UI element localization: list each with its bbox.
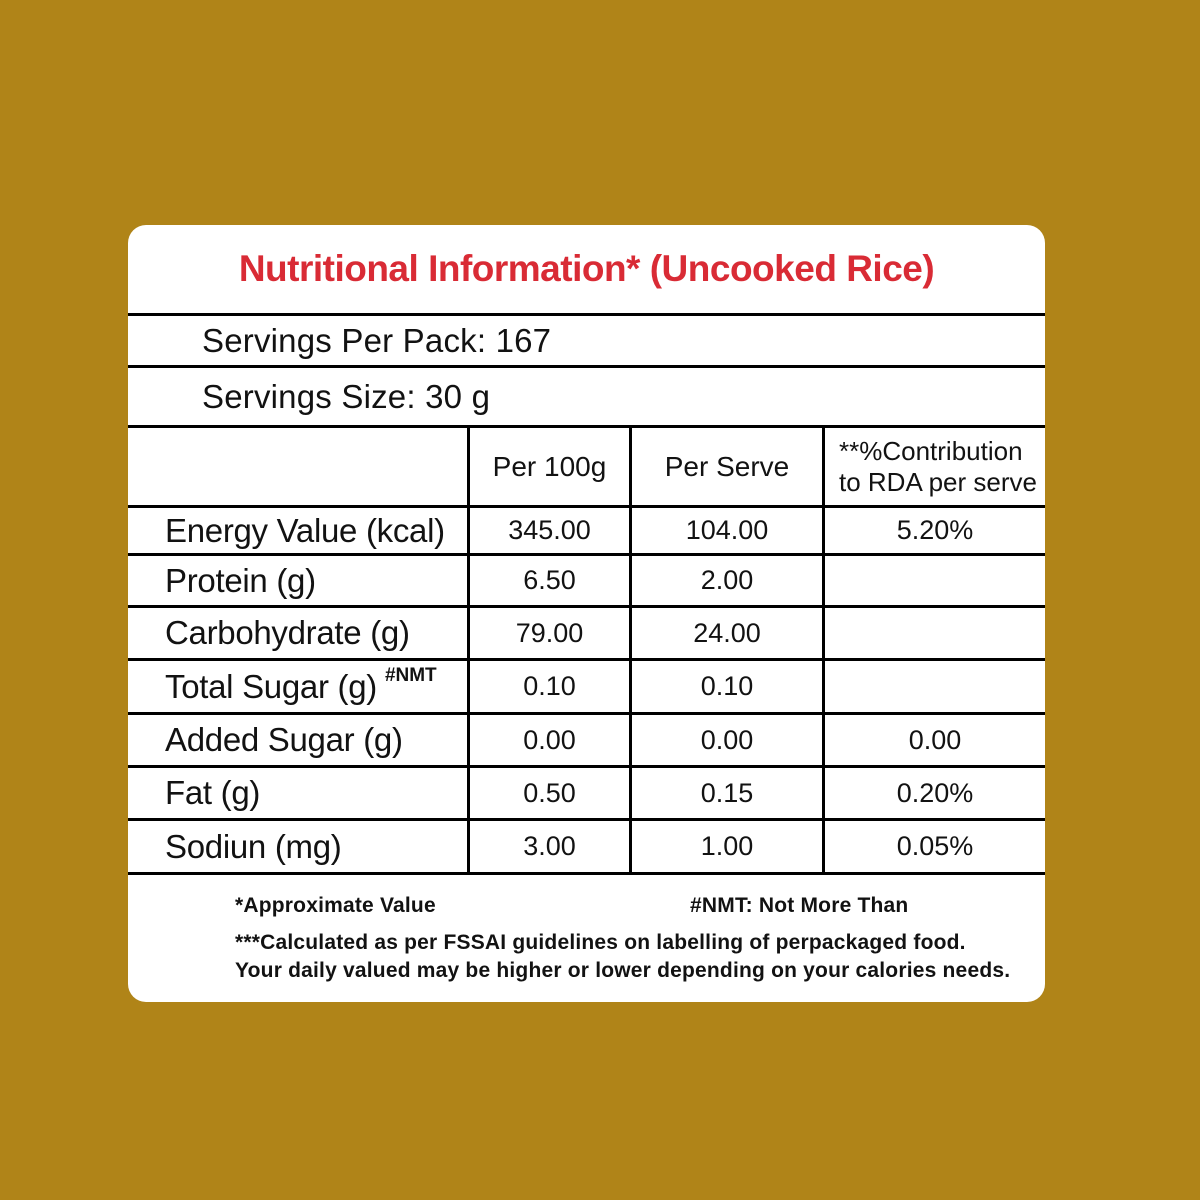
footnote-calculated-line: ***Calculated as per FSSAI guidelines on labelling of perpackaged food. (235, 931, 966, 954)
table-row-total-sugar (128, 658, 1045, 712)
row-label-text: Protein (g) (165, 561, 316, 599)
value-per-100g: 345.00 (467, 508, 629, 553)
row-label-text: Energy Value (kcal) (165, 511, 445, 549)
footnote-fssai-paragraph (235, 929, 1010, 985)
footnote-approximate-value: *Approximate Value (235, 894, 436, 917)
row-label (128, 661, 467, 712)
footnote-daily-value-line: Your daily valued may be higher or lower depending on your calories needs. (235, 959, 1011, 982)
value-per-100g: 0.50 (467, 768, 629, 818)
value-per-serve: 0.10 (629, 661, 822, 712)
value-per-serve: 0.00 (629, 715, 822, 765)
value-rda: 5.20% (822, 508, 1045, 553)
table-header-row (128, 428, 1045, 505)
value-per-serve: 24.00 (629, 608, 822, 658)
row-label-text: Fat (g) (165, 774, 261, 811)
row-label (128, 768, 467, 818)
value-per-serve: 104.00 (629, 508, 822, 553)
table-row-energy (128, 505, 1045, 553)
row-label-text: Total Sugar (g) (165, 667, 377, 705)
row-label (128, 608, 467, 658)
row-label (128, 821, 467, 872)
header-per-serve: Per Serve (629, 428, 822, 505)
row-label (128, 508, 467, 553)
value-per-100g: 0.10 (467, 661, 629, 712)
value-per-100g: 79.00 (467, 608, 629, 658)
value-per-serve: 1.00 (629, 821, 822, 872)
value-rda: 0.05% (822, 821, 1045, 872)
value-per-100g: 0.00 (467, 715, 629, 765)
value-per-100g: 6.50 (467, 556, 629, 605)
value-rda (822, 556, 1045, 605)
row-label (128, 715, 467, 765)
servings-per-pack: Servings Per Pack: 167 (128, 313, 1045, 365)
label-title: Nutritional Information* (Uncooked Rice) (238, 248, 935, 289)
header-per-100g: Per 100g (467, 428, 629, 505)
servings-size: Servings Size: 30 g (128, 365, 1045, 425)
value-rda: 0.20% (822, 768, 1045, 818)
nutrition-label-card (128, 225, 1045, 1002)
nutrition-table (128, 425, 1045, 875)
row-label-text: Added Sugar (g) (165, 721, 403, 758)
value-rda (822, 661, 1045, 712)
table-row-sodium (128, 818, 1045, 872)
table-row-carbohydrate (128, 605, 1045, 658)
footnote-nmt-definition: #NMT: Not More Than (690, 894, 909, 917)
row-label-text: Sodiun (mg) (165, 827, 342, 865)
row-label-text: Carbohydrate (g) (165, 614, 410, 651)
value-rda: 0.00 (822, 715, 1045, 765)
value-per-100g: 3.00 (467, 821, 629, 872)
nmt-superscript: #NMT (384, 664, 437, 686)
footnotes-section (128, 875, 1045, 1002)
header-rda-contribution: **%Contribution to RDA per serve (822, 428, 1045, 505)
table-row-protein (128, 553, 1045, 605)
table-row-added-sugar (128, 712, 1045, 765)
header-blank-cell (128, 428, 467, 505)
table-row-fat (128, 765, 1045, 818)
row-label (128, 556, 467, 605)
value-rda (822, 608, 1045, 658)
value-per-serve: 0.15 (629, 768, 822, 818)
value-per-serve: 2.00 (629, 556, 822, 605)
